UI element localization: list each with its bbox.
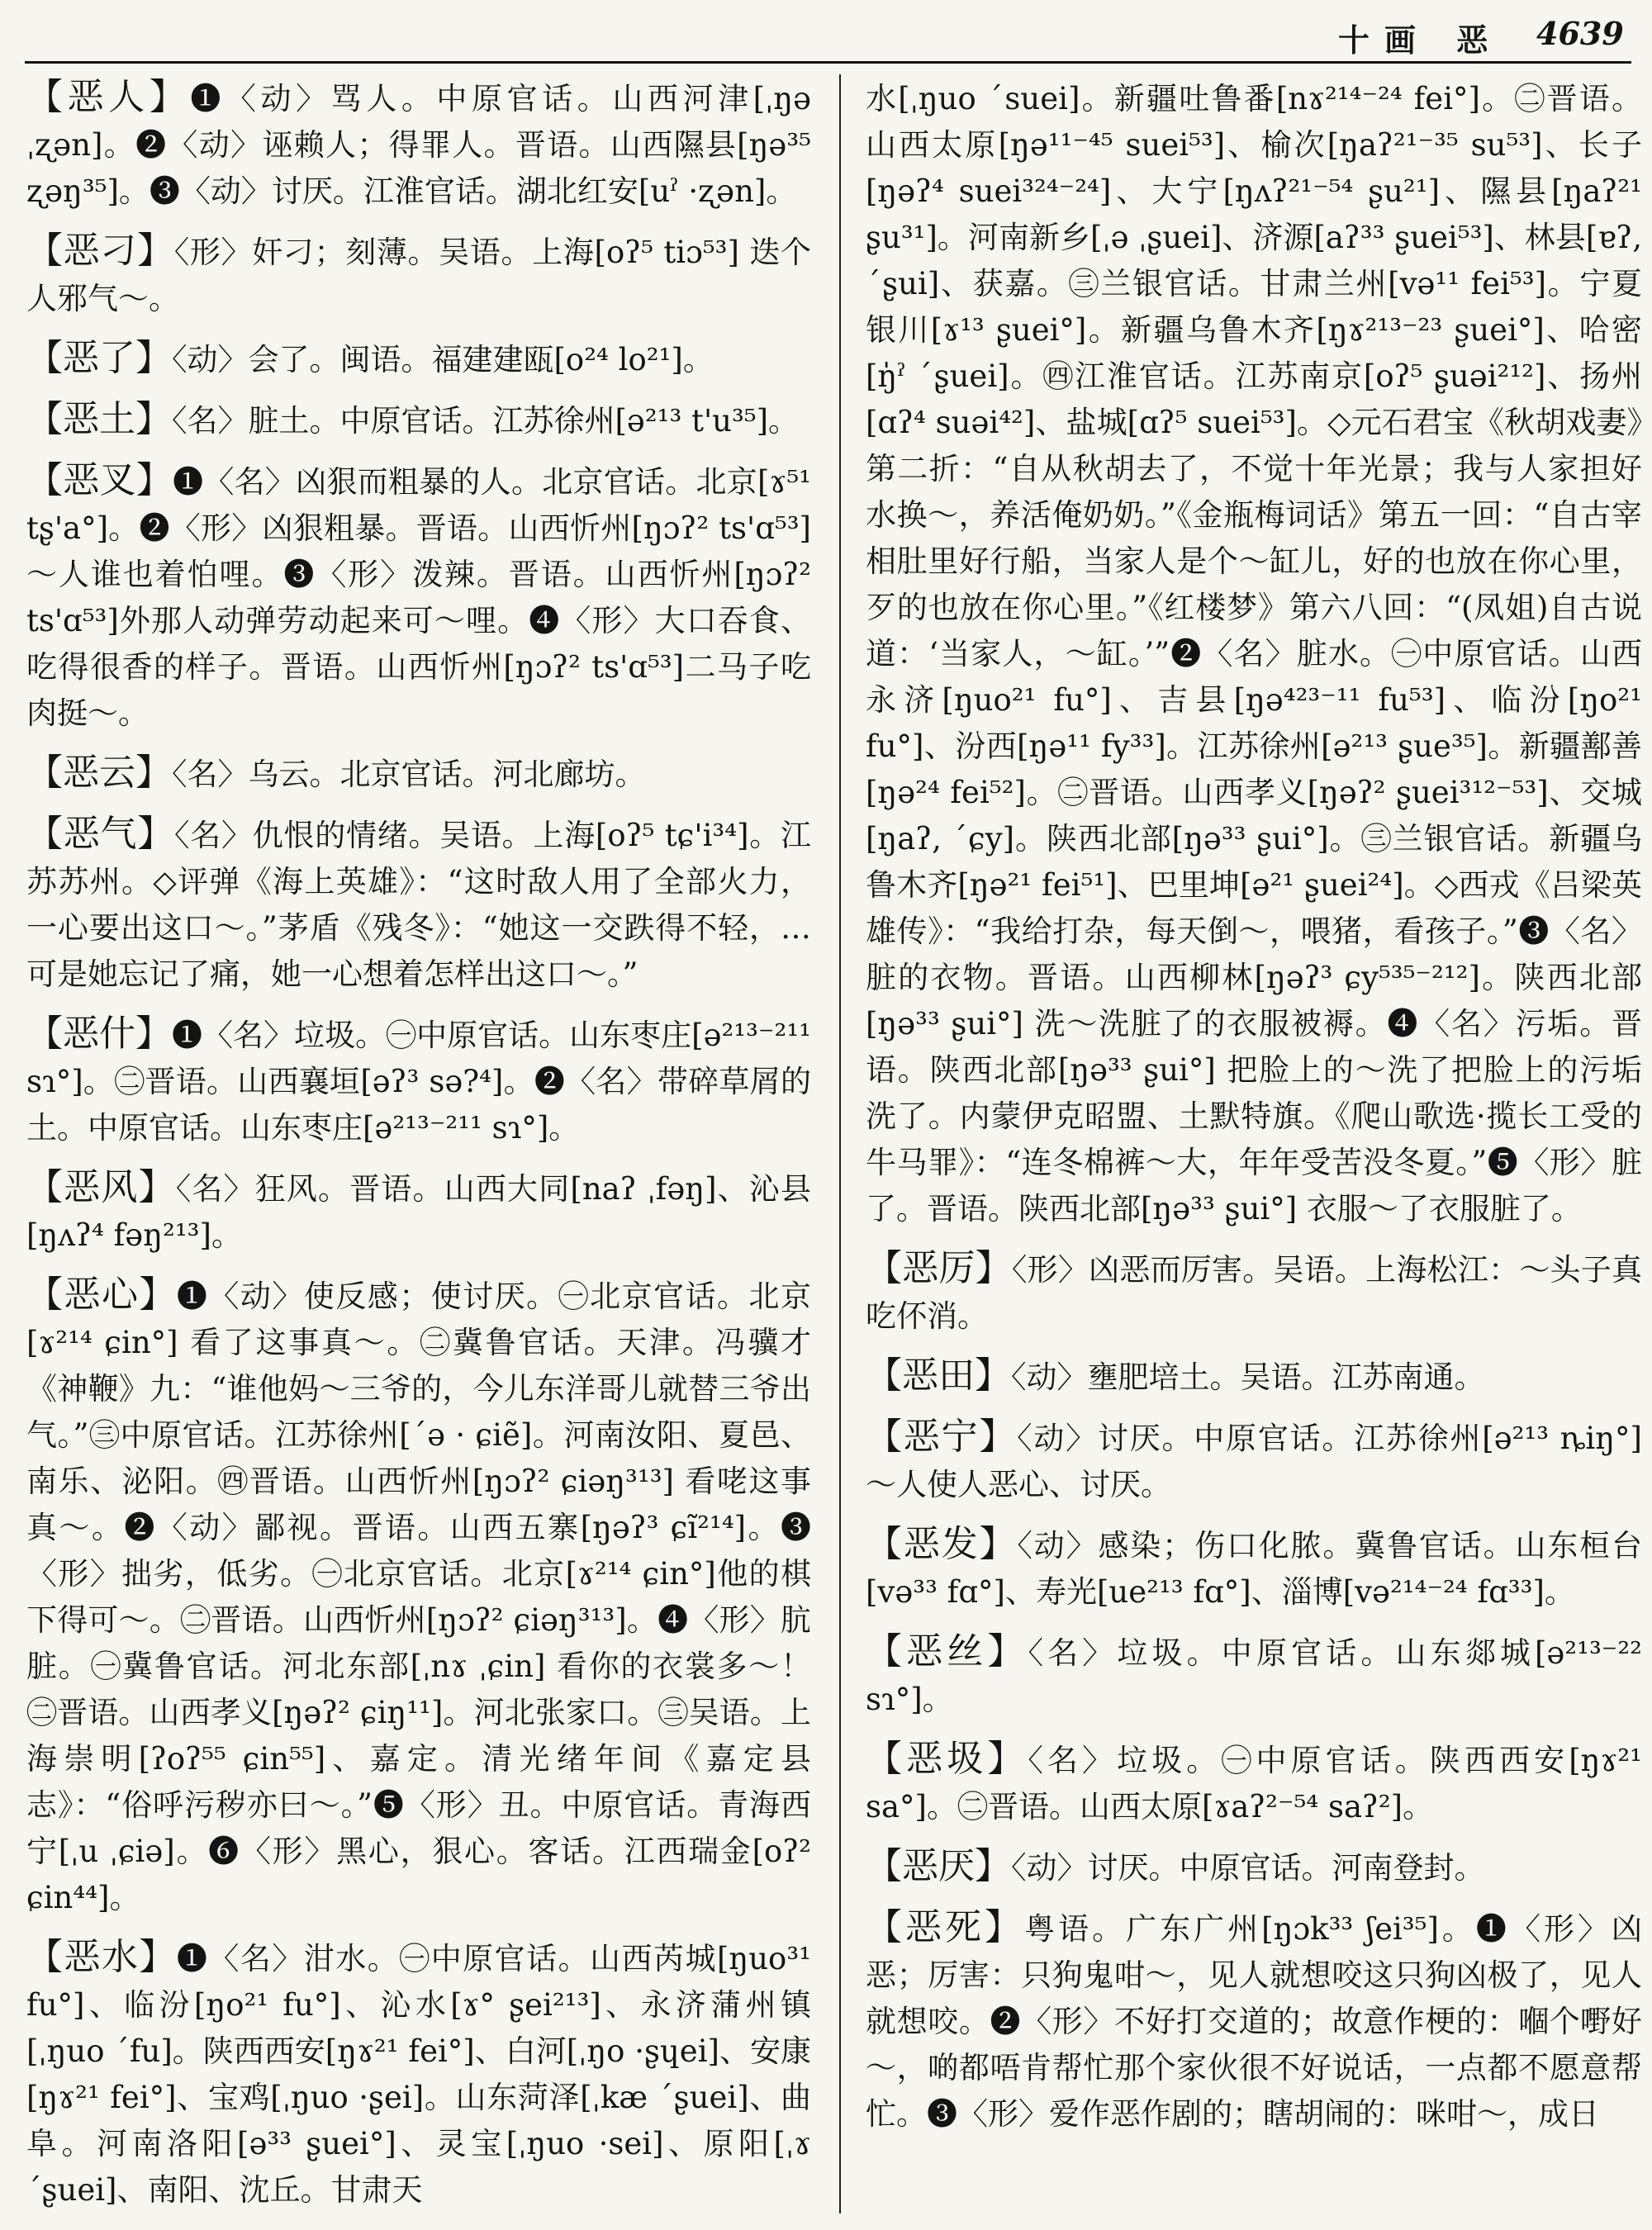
entry-text: 〈名〉脏土。中原官话。江苏徐州[ə²¹³ t'u³⁵]。 (172, 403, 800, 439)
headword: 【恶风】 (26, 1166, 176, 1208)
headword: 【恶气】 (26, 813, 174, 855)
headword: 【恶叉】 (26, 459, 173, 501)
dictionary-entry (866, 1736, 1642, 1830)
headword: 【恶什】 (26, 1013, 173, 1055)
dictionary-entry-continued (866, 74, 1642, 1232)
column-divider (839, 74, 841, 2213)
dictionary-entry (26, 458, 811, 737)
dictionary-entry (866, 1245, 1642, 1340)
entry-text: 〈名〉狂风。晋语。山西大同[naʔ ˌfəŋ]、沁县[ŋʌʔ⁴ fəŋ²¹³]。 (26, 1171, 811, 1253)
page-number: 4639 (1536, 15, 1624, 52)
entry-text: ❶〈名〉垃圾。㊀中原官话。山东枣庄[ə²¹³⁻²¹¹ sɿ°]。㊁晋语。山西襄垣[əʔ³ sə?⁴]。❷〈名〉带碎草屑的土。中原官话。山东枣庄[ə²¹³⁻²¹¹ sɿ°]。 (26, 1018, 811, 1146)
entry-text: 〈名〉垃圾。㊀中原官话。陕西西安[ŋɤ²¹ sa°]。㊁晋语。山西太原[ɤaʔ²⁻⁵⁴ saʔ²]。 (866, 1743, 1642, 1824)
dictionary-entry (26, 74, 811, 215)
headword: 【恶心】 (26, 1274, 177, 1316)
headword: 【恶圾】 (866, 1738, 1028, 1780)
headword: 【恶了】 (26, 337, 172, 379)
dictionary-entry (866, 1414, 1642, 1508)
headword: 【恶厉】 (866, 1247, 1012, 1289)
headword: 【恶刁】 (26, 230, 174, 272)
entry-text: ❶〈动〉骂人。中原官话。山西河津[ˌŋə ˌʐən]。❷〈动〉诬赖人；得罪人。晋语。山西隰县[ŋə³⁵ ʐəŋ³⁵]。❸〈动〉讨厌。江淮官话。湖北红安[uˀ ·ʐən]。 (26, 81, 811, 209)
headword: 【恶田】 (866, 1355, 1011, 1397)
left-column (26, 74, 811, 2213)
headword: 【恶水】 (26, 1936, 177, 1978)
headword: 【恶发】 (866, 1523, 1018, 1565)
dictionary-entry (26, 335, 811, 383)
entry-text: 〈动〉会了。闽语。福建建瓯[o²⁴ lo²¹]。 (172, 342, 714, 377)
dictionary-entry (26, 396, 811, 444)
headword: 【恶死】 (866, 1906, 1025, 1948)
running-head-title: 十画 恶 (1338, 21, 1503, 59)
dictionary-entry (26, 1011, 811, 1151)
entry-text: ❶〈名〉凶狠而粗暴的人。北京官话。北京[ɤ⁵¹ tʂ'a°]。❷〈形〉凶狠粗暴。晋语。山西忻州[ŋɔʔ² ts'ɑ⁵³]～人谁也着怕哩。❸〈形〉泼辣。晋语。山西忻州[ŋɔʔ² ts'ɑ⁵³]外那人动弹劳动起来可～哩。❹〈形〉大口吞食、吃得很香的样子。晋语。山西忻州[ŋɔʔ² ts'ɑ⁵³]二马子吃肉挺～。 (26, 464, 811, 731)
entry-text: 〈动〉感染；伤口化脓。冀鲁官话。山东桓台[və³³ fɑ°]、寿光[ue²¹³ fɑ°]、淄博[və²¹⁴⁻²⁴ fɑ³³]。 (866, 1528, 1642, 1610)
dictionary-entry (26, 811, 811, 998)
header-rule (25, 61, 1631, 64)
entry-text: 〈动〉讨厌。中原官话。河南登封。 (1011, 1850, 1485, 1886)
entry-text: 粤语。广东广州[ŋɔk³³ ʃei³⁵]。❶〈形〉凶恶；厉害：只狗鬼咁～，见人就想咬这只狗凶极了，见人就想咬。❷〈形〉不好打交道的；故意作梗的：嗰个嘢好～，啲都唔肯帮忙那个家伙很不好说话，一点都不愿意帮忙。❸〈形〉爱作恶作剧的；瞎胡闹的：咪咁～，成日 (866, 1911, 1642, 2132)
dictionary-entry (26, 1934, 811, 2213)
entry-text: 〈名〉仇恨的情绪。吴语。上海[oʔ⁵ tɕ'i³⁴]。江苏苏州。◇评弹《海上英雄》：“这时敌人用了全部火力，一心要出这口～。”茅盾《残冬》：“她这一交跌得不轻，…可是她忘记了痛，她一心想着怎样出这口～。” (26, 818, 811, 992)
entry-text: ❶〈动〉使反感；使讨厌。㊀北京官话。北京[ɤ²¹⁴ ɕin°] 看了这事真～。㊁冀鲁官话。天津。冯骥才《神鞭》九：“谁他妈～三爷的，今儿东洋哥儿就替三爷出气。”㊂中原官话。江苏徐州[ˊə · ɕiẽ]。河南汝阳、夏邑、南乐、泌阳。㊃晋语。山西忻州[ŋɔʔ² ɕiəŋ³¹³] 看咾这事真～。❷〈动〉鄙视。晋语。山西五寨[ŋəʔ³ ɕĩ²¹⁴]。❸〈形〉拙劣，低劣。㊀北京官话。北京[ɤ²¹⁴ ɕin°]他的棋下得可～。㊁晋语。山西忻州[ŋɔʔ² ɕiəŋ³¹³]。❹〈形〉肮脏。㊀冀鲁官话。河北东部[ˌnɤ ˌɕin] 看你的衣裳多～！㊁晋语。山西孝义[ŋəʔ² ɕiŋ¹¹]。河北张家口。㊂吴语。上海崇明[ʔoʔ⁵⁵ ɕin⁵⁵]、嘉定。清光绪年间《嘉定县志》：“俗呼污秽亦曰～。”❺〈形〉丑。中原官话。青海西宁[ˌu ˌɕiə]。❻〈形〉黑心，狠心。客话。江西瑞金[oʔ² ɕin⁴⁴]。 (26, 1279, 811, 1915)
dictionary-entry (26, 750, 811, 798)
dictionary-entry (26, 228, 811, 322)
entry-text: 〈动〉讨厌。中原官话。江苏徐州[ə²¹³ ȵiŋ°] ～人使人恶心、讨厌。 (866, 1421, 1642, 1502)
entry-text: 〈名〉乌云。北京官话。河北廊坊。 (172, 757, 646, 792)
headword: 【恶厌】 (866, 1845, 1011, 1887)
dictionary-entry (866, 1629, 1642, 1723)
headword: 【恶宁】 (866, 1416, 1018, 1458)
dictionary-entry (866, 1843, 1642, 1891)
dictionary-entry (26, 1165, 811, 1259)
entry-text: 〈形〉凶恶而厉害。吴语。上海松江：～头子真吃伓消。 (866, 1252, 1642, 1334)
right-column (866, 74, 1642, 2213)
dictionary-entry (26, 1272, 811, 1921)
page-header (0, 0, 1652, 58)
entry-text: 〈形〉奸刁；刻薄。吴语。上海[oʔ⁵ tiɔ⁵³] 迭个人邪气～。 (26, 235, 811, 316)
dictionary-entry (866, 1905, 1642, 2137)
dictionary-entry (866, 1353, 1642, 1401)
entry-text: 〈名〉垃圾。中原官话。山东郯城[ə²¹³⁻²² sɿ°]。 (866, 1635, 1642, 1717)
headword: 【恶人】 (26, 76, 191, 118)
headword: 【恶丝】 (866, 1630, 1028, 1672)
headword: 【恶土】 (26, 398, 172, 440)
entry-text: ❶〈名〉泔水。㊀中原官话。山西芮城[ŋuo³¹ fu°]、临汾[ŋo²¹ fu°]、沁水[ɤ° ʂei²¹³]、永济蒲州镇[ˌŋuo ˊfu]。陕西西安[ŋɤ²¹ fei°]、白河[ˌŋo ·ʂɥei]、安康[ŋɤ²¹ fei°]、宝鸡[ˌŋuo ·ʂei]。山东菏泽[ˌkæ ˊʂuei]、曲阜。河南洛阳[ə³³ ʂuei°]、灵宝[ˌŋuo ·sei]、原阳[ˌɤ ˊʂuei]、南阳、沈丘。甘肃天 (26, 1941, 811, 2208)
dictionary-entry (866, 1521, 1642, 1616)
entry-text: 水[ˌŋuo ˊsuei]。新疆吐鲁番[nɤ²¹⁴⁻²⁴ fei°]。㊁晋语。山西太原[ŋə¹¹⁻⁴⁵ suei⁵³]、榆次[ŋaʔ²¹⁻³⁵ su⁵³]、长子[ŋəʔ⁴ suei³²⁴⁻²⁴]、大宁[ŋʌʔ²¹⁻⁵⁴ ʂu²¹]、隰县[ŋaʔ²¹ ʂu³¹]。河南新乡[ˌə ˌʂuei]、济源[aʔ³³ ʂuei⁵³]、林县[ɐʔ, ˊʂui]、获嘉。㊂兰银官话。甘肃兰州[və¹¹ fei⁵³]。宁夏银川[ɤ¹³ ʂuei°]。新疆乌鲁木齐[ŋɤ²¹³⁻²³ ʂuei°]、哈密[ŋ̍ˀ ˊʂuei]。㊃江淮官话。江苏南京[oʔ⁵ ʂuəi²¹²]、扬州[ɑʔ⁴ suəi⁴²]、盐城[ɑʔ⁵ suei⁵³]。◇元石君宝《秋胡戏妻》第二折：“自从秋胡去了，不觉十年光景；我与人家担好水换～，养活俺奶奶。”《金瓶梅词话》第五一回：“自古宰相肚里好行船，当家人是个～缸儿，好的也放在你心里，歹的也放在你心里。”《红楼梦》第六八回：“(凤姐)自古说道：‘当家人，～缸。’”❷〈名〉脏水。㊀中原官话。山西永济[ŋuo²¹ fu°]、吉县[ŋə⁴²³⁻¹¹ fu⁵³]、临汾[ŋo²¹ fu°]、汾西[ŋə¹¹ fy³³]。江苏徐州[ə²¹³ ʂue³⁵]。新疆鄯善[ŋə²⁴ fei⁵²]。㊁晋语。山西孝义[ŋəʔ² ʂuei³¹²⁻⁵³]、交城[ŋaʔ, ˊɕy]。陕西北部[ŋə³³ ʂui°]。㊂兰银官话。新疆乌鲁木齐[ŋə²¹ fei⁵¹]、巴里坤[ə²¹ ʂuei²⁴]。◇西戎《吕梁英雄传》：“我给打杂，每天倒～，喂猪，看孩子。”❸〈名〉脏的衣物。晋语。山西柳林[ŋəʔ³ ɕy⁵³⁵⁻²¹²]。陕西北部[ŋə³³ ʂui°] 洗～洗脏了的衣服被褥。❹〈名〉污垢。晋语。陕西北部[ŋə³³ ʂui°] 把脸上的～洗了把脸上的污垢洗了。内蒙伊克昭盟、土默特旗。《爬山歌选·揽长工受的牛马罪》：“连冬棉裤～大，年年受苦没冬夏。”❺〈形〉脏了。晋语。陕西北部[ŋə³³ ʂui°] 衣服～了衣服脏了。 (866, 81, 1642, 1226)
headword: 【恶云】 (26, 752, 172, 794)
entry-text: 〈动〉壅肥培土。吴语。江苏南通。 (1011, 1359, 1485, 1395)
